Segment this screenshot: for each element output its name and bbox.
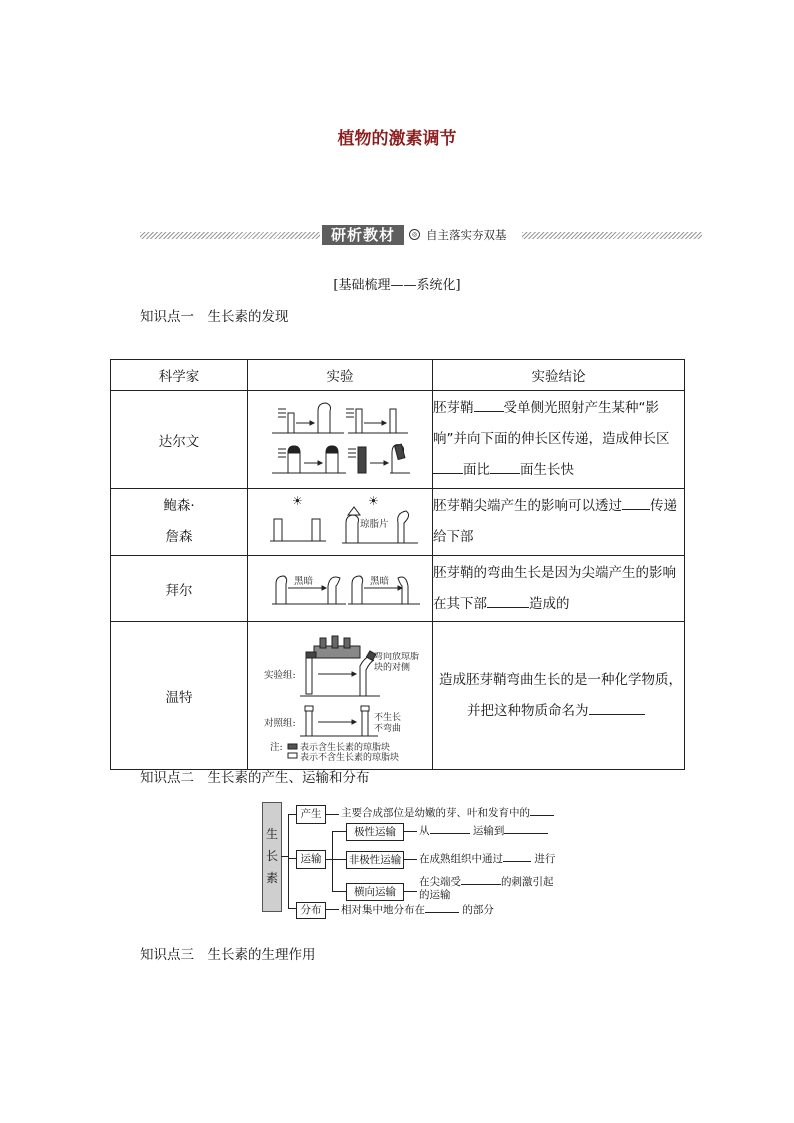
page-title: 植物的激素调节 — [337, 129, 457, 149]
control-group-label: 对照组: — [264, 718, 296, 729]
scientist-went: 温特 — [111, 622, 248, 770]
boysen-conclusion-b: 传递给下部 — [433, 498, 677, 545]
connector — [288, 814, 289, 908]
root-char-2: 长 — [265, 849, 278, 863]
boysen-jensen-conclusion — [433, 489, 685, 556]
header-experiment: 实验 — [248, 360, 433, 391]
darwin-conclusion — [433, 391, 685, 489]
root-char-1: 生 — [265, 827, 278, 841]
transport-box: 运输 — [296, 850, 326, 869]
paal-conclusion — [433, 556, 685, 622]
table-row — [111, 391, 685, 489]
blank — [622, 509, 650, 510]
knowledge-point-1: 知识点一 生长素的发现 — [140, 309, 289, 325]
scientist-paal: 拜尔 — [111, 556, 248, 622]
auxin-flowchart — [262, 802, 582, 914]
distribute-b: 的部分 — [462, 904, 494, 916]
went-diagram — [248, 622, 432, 765]
darwin-experiment-figure — [248, 391, 433, 489]
darwin-conclusion-d: 面生长快 — [520, 462, 574, 478]
went-conclusion — [433, 622, 685, 770]
polar-text — [419, 823, 548, 838]
table-header-row — [111, 360, 685, 391]
went-conclusion-b: 并把这种物质命名为 — [467, 702, 589, 719]
darwin-conclusion-a: 胚芽鞘 — [433, 400, 474, 416]
connector — [332, 891, 346, 892]
produce-text — [341, 805, 554, 820]
blank — [487, 607, 529, 608]
connector — [288, 858, 296, 859]
blank — [433, 473, 463, 474]
scientist-jensen: 詹森 — [165, 529, 193, 545]
svg-text:☀: ☀ — [292, 494, 303, 508]
lateral-b: 的刺激引起 — [501, 876, 554, 888]
darwin-conclusion-c: 面比 — [463, 462, 490, 478]
connector — [332, 831, 346, 832]
scientist-boysen-jensen — [111, 489, 248, 556]
banner-divider-right — [522, 232, 702, 239]
darwin-coleoptile-diagram — [248, 391, 432, 484]
lateral-c: 的运输 — [419, 889, 451, 901]
section-heading: [基础梳理——系统化] — [333, 278, 461, 293]
legend-note-prefix: 注: — [270, 742, 283, 753]
banner-divider-left — [140, 232, 320, 239]
experiment-group-note: 弯向放琼脂块的对侧 — [374, 652, 420, 673]
connector — [403, 891, 417, 892]
knowledge-point-3: 知识点三 生长素的生理作用 — [140, 947, 316, 963]
auxin-root-box — [262, 802, 282, 912]
blank — [474, 411, 504, 412]
blank — [589, 714, 645, 715]
nonpolar-transport-box: 非极性运输 — [346, 851, 404, 869]
connector — [403, 859, 417, 860]
experiment-group-label: 实验组: — [264, 670, 296, 681]
connector — [403, 831, 417, 832]
scientist-darwin: 达尔文 — [111, 391, 248, 489]
knowledge-point-2: 知识点二 生长素的产生、运输和分布 — [140, 770, 370, 786]
blank — [461, 884, 501, 885]
svg-text:☀: ☀ — [368, 494, 379, 508]
distribute-box: 分布 — [296, 902, 326, 919]
nonpolar-a: 在成熟组织中通过 — [419, 853, 503, 865]
went-experiment-figure — [248, 622, 433, 770]
banner-subtitle: 自主落实夯双基 — [426, 228, 507, 242]
nonpolar-b: 进行 — [534, 853, 556, 865]
connector — [332, 831, 333, 891]
connector — [325, 909, 339, 910]
boysen-jensen-experiment-figure — [248, 489, 433, 556]
paal-diagram — [248, 556, 432, 617]
blank — [530, 815, 554, 816]
discovery-table — [110, 359, 685, 770]
darwin-conclusion-b: 受单侧光照射产生某种“影响”并向下面的伸长区传递，造成伸长区 — [433, 400, 670, 447]
scientist-boysen: 鲍森· — [163, 498, 195, 514]
distribute-text — [341, 902, 494, 917]
control-note-a: 不生长 — [374, 713, 402, 723]
polar-to: 运输到 — [472, 825, 505, 837]
connector — [332, 859, 346, 860]
legend-auxin-block: 表示含生长素的琼脂块 — [300, 743, 391, 753]
blank — [503, 861, 531, 862]
distribute-a: 相对集中地分布在 — [341, 904, 425, 916]
boysen-jensen-diagram — [248, 489, 432, 551]
dark-label-1: 黑暗 — [294, 576, 314, 587]
paal-conclusion-b: 造成的 — [529, 595, 570, 612]
connector — [325, 814, 339, 815]
went-conclusion-line-2 — [439, 696, 684, 727]
nonpolar-text — [419, 851, 555, 866]
blank — [425, 912, 459, 913]
paal-experiment-figure — [248, 556, 433, 622]
banner-label: 研析教材 — [322, 225, 404, 245]
lateral-text — [419, 876, 554, 902]
blank — [430, 833, 470, 834]
boysen-conclusion-a: 胚芽鞘尖端产生的影响可以透过 — [433, 498, 622, 514]
paal-conclusion-a: 胚芽鞘的弯曲生长是因为尖端产生的影响在其下部 — [433, 564, 676, 612]
connector — [288, 814, 296, 815]
blank — [490, 473, 520, 474]
table-row — [111, 556, 685, 622]
control-note-b: 不弯曲 — [374, 724, 402, 734]
root-char-3: 素 — [265, 871, 278, 885]
polar-from: 从 — [419, 825, 430, 837]
connector — [288, 908, 296, 909]
dark-label-2: 黑暗 — [370, 576, 390, 587]
blank — [504, 833, 548, 834]
connector — [281, 856, 289, 857]
lateral-transport-box: 横向运输 — [346, 883, 404, 901]
legend-plain-block: 表示不含生长素的琼脂块 — [300, 753, 400, 763]
polar-transport-box: 极性运输 — [346, 823, 404, 841]
banner-dot-icon: ◎ — [409, 229, 420, 240]
produce-box: 产生 — [296, 805, 326, 824]
agar-sheet-label: 琼脂片 — [360, 519, 389, 530]
table-row — [111, 489, 685, 556]
produce-text-label: 主要合成部位是幼嫩的芽、叶和发育中的 — [341, 807, 530, 819]
went-conclusion-a: 造成胚芽鞘弯曲生长的是一种化学物质， — [439, 671, 682, 688]
header-conclusion: 实验结论 — [433, 360, 685, 391]
header-scientist: 科学家 — [111, 360, 248, 391]
lateral-a: 在尖端受 — [419, 876, 461, 888]
table-row — [111, 622, 685, 770]
